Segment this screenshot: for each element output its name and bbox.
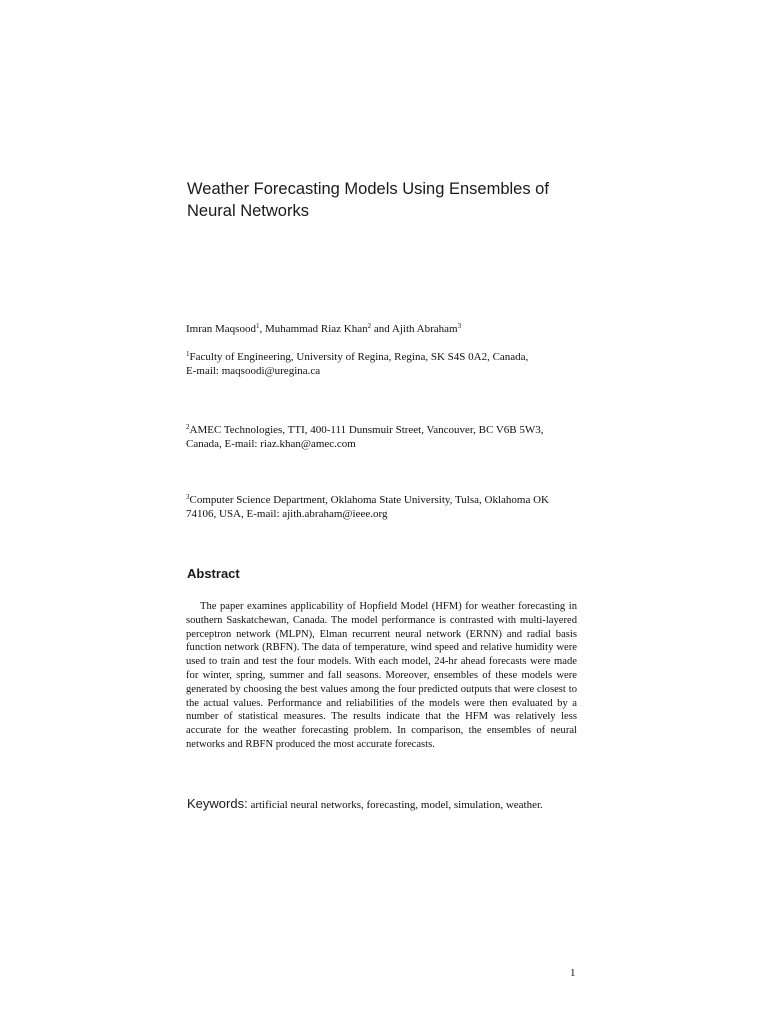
affiliation-2 xyxy=(186,423,586,451)
affiliation-line: AMEC Technologies, TTI, 400-111 Dunsmuir Street, Vancouver, BC V6B 5W3, xyxy=(189,424,544,436)
affiliation-line: Computer Science Department, Oklahoma State University, Tulsa, Oklahoma OK xyxy=(189,494,549,506)
abstract-heading: Abstract xyxy=(187,566,240,581)
affiliation-line: Faculty of Engineering, University of Regina, Regina, SK S4S 0A2, Canada, xyxy=(189,351,529,363)
author-name: Imran Maqsood xyxy=(186,323,256,335)
affiliation-email: E-mail: maqsoodi@uregina.ca xyxy=(186,365,321,377)
affiliation-mark: 1 xyxy=(186,350,190,358)
title-line-2: Neural Networks xyxy=(187,202,309,220)
affiliation-email: Canada, E-mail: riaz.khan@amec.com xyxy=(186,438,356,450)
author-list xyxy=(186,322,586,336)
author-name: Ajith Abraham xyxy=(391,323,458,335)
affiliation-1 xyxy=(186,350,586,378)
abstract-body: The paper examines applicability of Hopfield Model (HFM) for weather forecasting in southern Saskatchewan, Canada. The model performance is contrasted with multi-layered perceptron network (MLPN), Elman recurrent neural network (ERNN) and radial basis function network (RBFN). The data of temperature, wind speed and relative humidity were used to train and test the four models. With each model, 24-hr ahead forecasts were made for winter, spring, summer and fall seasons. Moreover, ensembles of these models were generated by choosing the best values among the four predicted outputs that were closest to the actual values. Performance and reliabilities of the models were then evaluated by a number of statistical measures. The results indicate that the HFM was relatively less accurate for the weather forecasting problem. In comparison, the ensembles of neural networks and RBFN produced the most accurate forecasts. xyxy=(186,601,577,750)
affiliation-mark: 3 xyxy=(186,493,190,501)
author-name: Muhammad Riaz Khan xyxy=(264,323,368,335)
author-affiliation-mark: 2 xyxy=(367,322,372,330)
title-line-1: Weather Forecasting Models Using Ensembles of xyxy=(187,180,549,198)
author-affiliation-mark: 3 xyxy=(457,322,462,330)
keywords-line xyxy=(187,796,587,813)
page-number: 1 xyxy=(570,967,576,979)
author-affiliation-mark: 1 xyxy=(255,322,260,330)
affiliation-email: 74106, USA, E-mail: ajith.abraham@ieee.org xyxy=(186,508,388,520)
paper-title xyxy=(187,178,587,222)
keywords-text: artificial neural networks, forecasting, model, simulation, weather. xyxy=(247,799,543,811)
affiliation-mark: 2 xyxy=(186,423,190,431)
affiliation-3 xyxy=(186,493,586,521)
keywords-label: Keywords: xyxy=(187,796,248,811)
author-separator: and xyxy=(371,323,392,335)
author-separator: , xyxy=(259,323,265,335)
